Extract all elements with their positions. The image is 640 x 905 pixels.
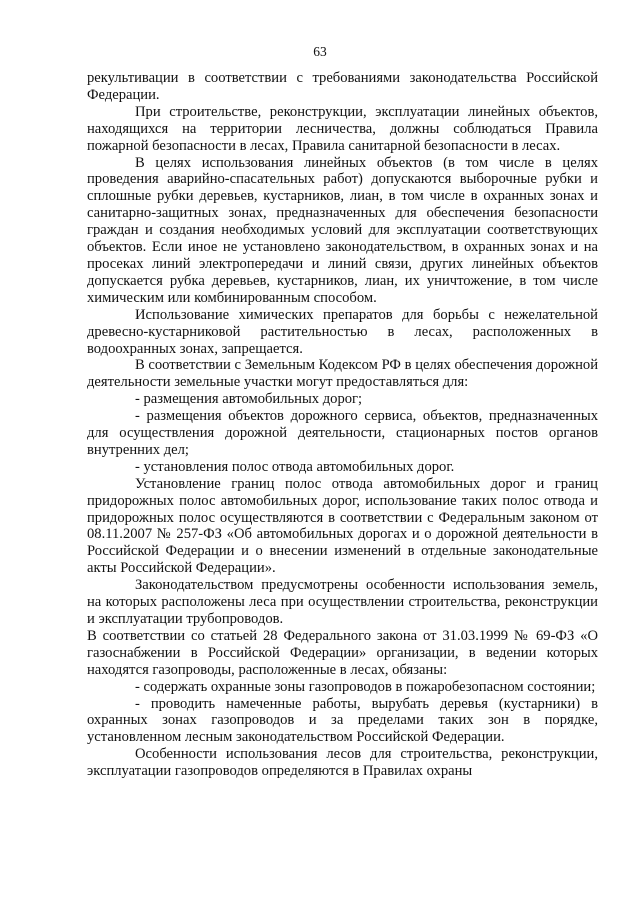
paragraph-fire-rules: При строительстве, реконструкции, эксплуатации линейных объектов, находящихся на территории лесничества, должны соблюдаться Правила пожарной безопасности в лесах, Правила санитарной безопасности в лесах. xyxy=(87,103,598,154)
list-item-road-service: - размещения объектов дорожного сервиса, объектов, предназначенных для осуществления дорожной деятельности, стационарных постов органов внутренних дел; xyxy=(87,408,598,458)
list-item-roads: - размещения автомобильных дорог; xyxy=(135,391,363,408)
paragraph-linear-objects-felling: В целях использования линейных объектов (в том числе в целях проведения аварийно-спасательных работ) допускаются выборочные рубки и сплошные рубки деревьев, кустарников, лиан, в том числе в охранных зонах и санитарно-защитных зонах, предназначенных для обеспечения безопасности граждан и создания необходимых условий для эксплуатации соответствующих объектов. Если иное не установлено законодательством, в охранных зонах и на просеках линий электропередачи и линий связи, других линейных объектов допускается рубка деревьев, кустарников, лиан, их уничтожение, в том числе химическим или комбинированным способом. xyxy=(87,154,598,306)
paragraph-road-boundaries: Установление границ полос отвода автомобильных дорог и границ придорожных полос автомобильных дорог, использование таких полос отвода и придорожных полос осуществляются в соответствии с Федеральным законом от 08.11.2007 № 257-ФЗ «Об автомобильных дорогах и о дорожной деятельности в Российской Федерации и о внесении изменений в отдельные законодательные акты Российской Федерации». xyxy=(87,475,598,577)
paragraph-gas-law: В соответствии со статьей 28 Федерального закона от 31.03.1999 № 69-ФЗ «О газоснабжении в Российской Федерации» организации, в ведении которых находятся газопроводы, расположенные в лесах, обязаны: xyxy=(87,627,598,678)
paragraph-gas-pipelines-rules: Особенности использования лесов для строительства, реконструкции, эксплуатации газопроводов определяются в Правилах охраны xyxy=(87,746,598,780)
body-text xyxy=(87,70,598,780)
list-item-felling-works: - проводить намеченные работы, вырубать деревья (кустарники) в охранных зонах газопроводов и за пределами таких зон в порядке, установленном лесным законодательством Российской Федерации. xyxy=(87,695,598,746)
paragraph-recultivation: рекультивации в соответствии с требованиями законодательства Российской Федерации. xyxy=(87,70,598,103)
paragraph-land-code: В соответствии с Земельным Кодексом РФ в целях обеспечения дорожной деятельности земельные участки могут предоставляться для: xyxy=(87,357,598,391)
list-item-protection-zones: - содержать охранные зоны газопроводов в пожаробезопасном состоянии; xyxy=(135,678,596,695)
paragraph-chemicals-ban: Использование химических препаратов для борьбы с нежелательной древесно-кустарниковой растительностью в лесах, расположенных в водоохранных зонах, запрещается. xyxy=(87,306,598,357)
list-item-right-of-way: - установления полос отвода автомобильных дорог. xyxy=(135,458,455,475)
paragraph-pipelines: Законодательством предусмотрены особенности использования земель, на которых расположены леса при осуществлении строительства, реконструкции и эксплуатации трубопроводов. xyxy=(87,577,598,627)
page-number: 63 xyxy=(313,44,327,59)
